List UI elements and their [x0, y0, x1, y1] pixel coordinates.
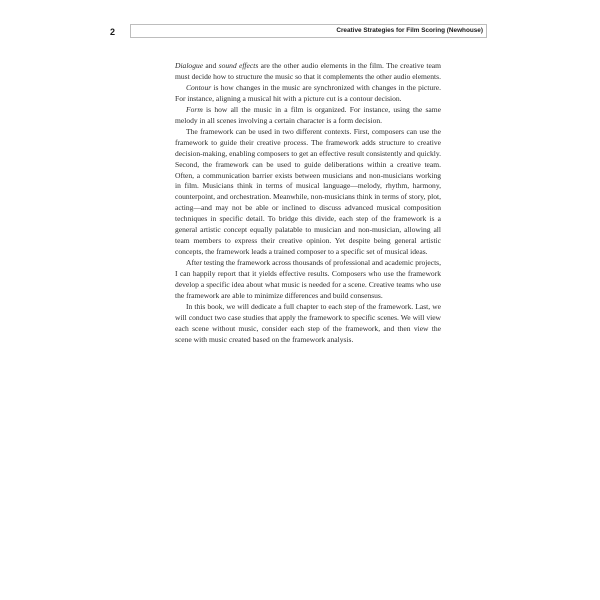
paragraph-text: and: [203, 61, 219, 70]
term-sound-effects: sound effects: [218, 61, 259, 70]
term-dialogue: Dialogue: [175, 61, 204, 70]
paragraph-framework-results: After testing the framework across thousands of professional and academic projects, I can happily report that it yields effective results. Composers who use the framework develop a specific idea about what music is needed for a scene. Creative teams who use the framework are able to minimize differences and build consensus.: [175, 258, 441, 301]
paragraph-form: [175, 105, 441, 127]
page-number: 2: [110, 27, 116, 37]
paragraph-text: is how changes in the music are synchronized with changes in the picture. For instance, aligning a musical hit with a picture cut is a contour decision.: [175, 82, 441, 103]
term-contour: Contour: [186, 82, 212, 92]
running-head-box: [130, 24, 487, 38]
paragraph-text: are the other audio elements in the film. The creative team must decide how to structure the music so that it complements the other audio elements.: [175, 61, 442, 81]
paragraph-dialogue: [175, 61, 441, 83]
paragraph-contour: [175, 83, 441, 105]
paragraph-text: is how all the music in a film is organized. For instance, using the same melody in all scenes involving a certain character is a form decision.: [175, 104, 441, 125]
paragraph-framework-contexts: The framework can be used in two different contexts. First, composers can use the framework to guide their creative process. The framework adds structure to creative decision-making, enabling composers to get an effective result consistently and quickly. Second, the framework can be used to guide deliberations within a creative team. Often, a communication barrier exists between musicians and non-musicians working in film. Musicians think in terms of musical language—melody, rhythm, harmony, counterpoint, and orchestration. Meanwhile, non-musicians think in terms of story, plot, acting—and may not be able or inclined to discuss advanced musical composition techniques in specific detail. To bridge this divide, each step of the framework is a general artistic concept equally palatable to musician and non-musician, allowing all team members to express their creative opinion. Yet despite being general artistic concepts, the framework leads a trained composer to a specific set of musical ideas.: [175, 126, 441, 257]
paragraph-book-outline: In this book, we will dedicate a full chapter to each step of the framework. Last, we will conduct two case studies that apply the framework to specific scenes. We will view each scene without music, consider each step of the framework, and then view the scene with music created based on the framework analysis.: [175, 301, 441, 344]
term-form: Form: [186, 104, 203, 114]
body-text: [175, 61, 441, 346]
running-head: Creative Strategies for Film Scoring (Newhouse): [336, 27, 483, 34]
